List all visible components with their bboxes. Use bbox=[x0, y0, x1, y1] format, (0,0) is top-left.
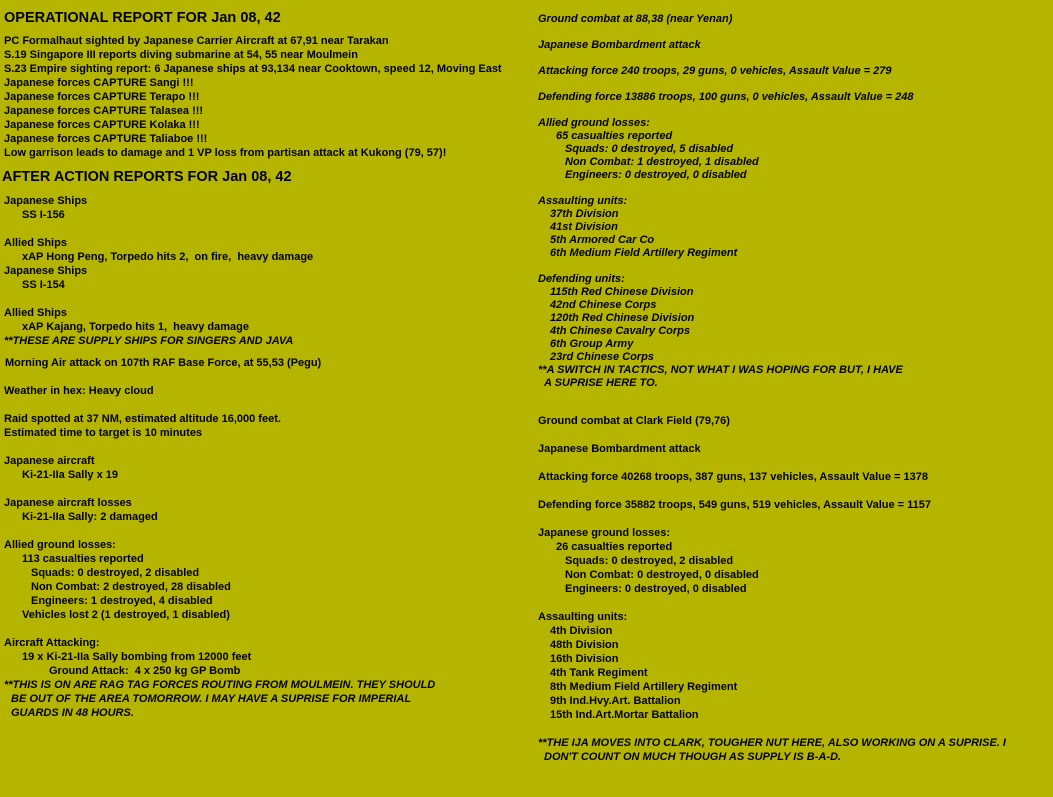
report-line: Attacking force 40268 troops, 387 guns, 137 vehicles, Assault Value = 1378 bbox=[538, 471, 928, 483]
report-line: 16th Division bbox=[550, 653, 619, 665]
report-line: PC Formalhaut sighted by Japanese Carrier Aircraft at 67,91 near Tarakan bbox=[4, 35, 389, 47]
report-line: 9th Ind.Hvy.Art. Battalion bbox=[550, 695, 681, 707]
report-line: S.23 Empire sighting report: 6 Japanese ships at 93,134 near Cooktown, speed 12, Moving East bbox=[4, 63, 502, 75]
report-line: Japanese aircraft losses bbox=[4, 497, 132, 509]
report-line: 4th Chinese Cavalry Corps bbox=[550, 325, 690, 337]
report-line: Attacking force 240 troops, 29 guns, 0 vehicles, Assault Value = 279 bbox=[538, 65, 892, 77]
report-line: Estimated time to target is 10 minutes bbox=[4, 427, 203, 439]
report-line: Ki-21-IIa Sally: 2 damaged bbox=[22, 511, 158, 523]
report-line: Assaulting units: bbox=[538, 195, 628, 207]
report-line: 115th Red Chinese Division bbox=[550, 286, 694, 298]
report-line: 41st Division bbox=[550, 221, 618, 233]
player-comment: **THE IJA MOVES INTO CLARK, TOUGHER NUT HERE, ALSO WORKING ON A SUPRISE. I bbox=[538, 737, 1006, 749]
player-comment: **A SWITCH IN TACTICS, NOT WHAT I WAS HOPING FOR BUT, I HAVE bbox=[538, 364, 903, 376]
report-line: Engineers: 0 destroyed, 0 disabled bbox=[565, 583, 747, 595]
report-line: Aircraft Attacking: bbox=[4, 637, 100, 649]
report-line: Weather in hex: Heavy cloud bbox=[4, 385, 154, 397]
report-line: Japanese Bombardment attack bbox=[538, 443, 701, 455]
report-line: Raid spotted at 37 NM, estimated altitude 16,000 feet. bbox=[4, 413, 281, 425]
report-line: Ki-21-IIa Sally x 19 bbox=[22, 469, 118, 481]
report-line: 23rd Chinese Corps bbox=[550, 351, 654, 363]
report-line: Ground combat at 88,38 (near Yenan) bbox=[538, 13, 733, 25]
report-line: Assaulting units: bbox=[538, 611, 628, 623]
report-line: Non Combat: 0 destroyed, 0 disabled bbox=[565, 569, 759, 581]
report-line: Japanese forces CAPTURE Talasea !!! bbox=[4, 105, 204, 117]
report-line: Allied Ships bbox=[4, 237, 67, 249]
report-line: Japanese ground losses: bbox=[538, 527, 671, 539]
report-line: Japanese forces CAPTURE Sangi !!! bbox=[4, 77, 194, 89]
report-line: 120th Red Chinese Division bbox=[550, 312, 695, 324]
report-line: Defending units: bbox=[538, 273, 625, 285]
report-line: 19 x Ki-21-IIa Sally bombing from 12000 feet bbox=[22, 651, 252, 663]
report-line: 48th Division bbox=[550, 639, 619, 651]
player-comment: GUARDS IN 48 HOURS. bbox=[11, 707, 134, 719]
report-line: Engineers: 0 destroyed, 0 disabled bbox=[565, 169, 747, 181]
report-line: 8th Medium Field Artillery Regiment bbox=[550, 681, 738, 693]
report-line: 26 casualties reported bbox=[556, 541, 673, 553]
player-comment: A SUPRISE HERE TO. bbox=[544, 377, 658, 389]
player-comment: **THIS IS ON ARE RAG TAG FORCES ROUTING FROM MOULMEIN. THEY SHOULD bbox=[4, 679, 436, 691]
report-line: Squads: 0 destroyed, 2 disabled bbox=[565, 555, 734, 567]
report-line: 6th Group Army bbox=[550, 338, 634, 350]
report-line: Non Combat: 2 destroyed, 28 disabled bbox=[31, 581, 231, 593]
report-line: Defending force 13886 troops, 100 guns, 0 vehicles, Assault Value = 248 bbox=[538, 91, 914, 103]
report-line: Allied ground losses: bbox=[538, 117, 650, 129]
operational-report-title: OPERATIONAL REPORT FOR Jan 08, 42 bbox=[4, 10, 281, 26]
player-comment: DON'T COUNT ON MUCH THOUGH AS SUPPLY IS B-A-D. bbox=[544, 751, 841, 763]
report-line: 4th Division bbox=[550, 625, 613, 637]
report-line: Japanese Bombardment attack bbox=[538, 39, 701, 51]
report-line: Japanese aircraft bbox=[4, 455, 95, 467]
report-line: xAP Hong Peng, Torpedo hits 2, on fire, heavy damage bbox=[22, 251, 314, 263]
report-line: S.19 Singapore III reports diving submarine at 54, 55 near Moulmein bbox=[4, 49, 358, 61]
report-line: SS I-154 bbox=[22, 279, 65, 291]
report-line: Engineers: 1 destroyed, 4 disabled bbox=[31, 595, 213, 607]
report-line: 42nd Chinese Corps bbox=[550, 299, 657, 311]
report-line: Ground combat at Clark Field (79,76) bbox=[538, 415, 730, 427]
report-line: Defending force 35882 troops, 549 guns, 519 vehicles, Assault Value = 1157 bbox=[538, 499, 932, 511]
report-line: Squads: 0 destroyed, 5 disabled bbox=[565, 143, 734, 155]
after-action-title: AFTER ACTION REPORTS FOR Jan 08, 42 bbox=[2, 169, 292, 185]
report-line: 15th Ind.Art.Mortar Battalion bbox=[550, 709, 699, 721]
report-line: 6th Medium Field Artillery Regiment bbox=[550, 247, 738, 259]
report-line: Japanese Ships bbox=[4, 195, 88, 207]
report-line: 113 casualties reported bbox=[22, 553, 144, 565]
report-line: Non Combat: 1 destroyed, 1 disabled bbox=[565, 156, 759, 168]
report-line: Morning Air attack on 107th RAF Base Force, at 55,53 (Pegu) bbox=[5, 357, 322, 369]
report-line: Vehicles lost 2 (1 destroyed, 1 disabled) bbox=[22, 609, 230, 621]
report-line: Japanese forces CAPTURE Taliaboe !!! bbox=[4, 133, 208, 145]
player-comment: **THESE ARE SUPPLY SHIPS FOR SINGERS AND JAVA bbox=[4, 335, 294, 347]
report-line: 65 casualties reported bbox=[556, 130, 673, 142]
report-line: xAP Kajang, Torpedo hits 1, heavy damage bbox=[22, 321, 249, 333]
report-line: Squads: 0 destroyed, 2 disabled bbox=[31, 567, 200, 579]
report-line: SS I-156 bbox=[22, 209, 65, 221]
report-line: Allied ground losses: bbox=[4, 539, 116, 551]
report-line: Japanese forces CAPTURE Kolaka !!! bbox=[4, 119, 200, 131]
report-line: Ground Attack: 4 x 250 kg GP Bomb bbox=[49, 665, 241, 677]
report-line: Allied Ships bbox=[4, 307, 67, 319]
report-line: Japanese Ships bbox=[4, 265, 88, 277]
player-comment: BE OUT OF THE AREA TOMORROW. I MAY HAVE A SUPRISE FOR IMPERIAL bbox=[11, 693, 412, 705]
report-line: 4th Tank Regiment bbox=[550, 667, 648, 679]
report-line: 5th Armored Car Co bbox=[550, 234, 655, 246]
report-line: 37th Division bbox=[550, 208, 619, 220]
report-line: Low garrison leads to damage and 1 VP loss from partisan attack at Kukong (79, 57)! bbox=[4, 147, 447, 159]
report-line: Japanese forces CAPTURE Terapo !!! bbox=[4, 91, 200, 103]
